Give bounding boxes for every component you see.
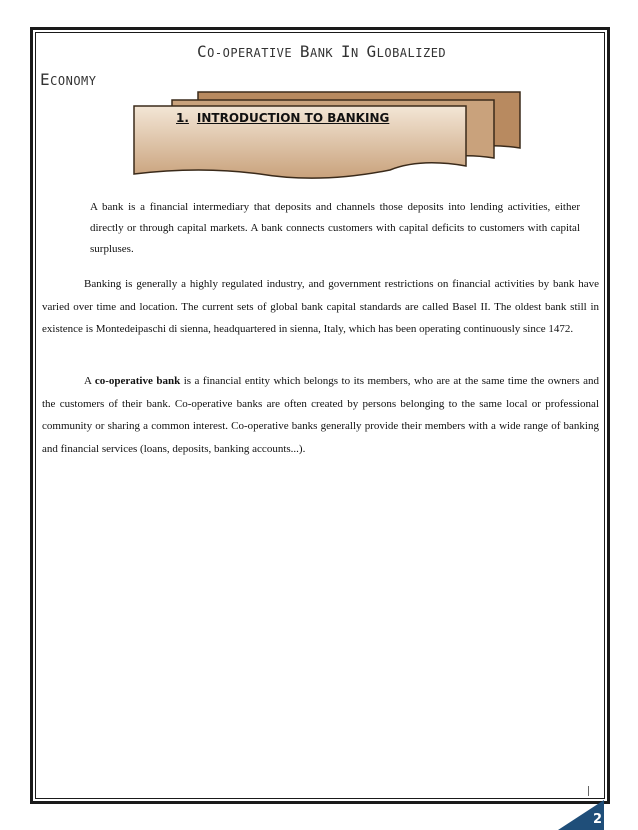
term-cooperative-bank: co-operative bank bbox=[94, 375, 181, 387]
document-title-line1: CO-OPERATIVE BANK IN GLOBALIZED bbox=[197, 42, 447, 61]
section-title: INTRODUCTION TO BANKING bbox=[196, 111, 390, 125]
definition-text: A bank is a financial intermediary that deposits and channels those deposits into lending activities, either directly or through capital markets. A bank connects customers with capital deficits to customers with capital surpluses. bbox=[90, 201, 580, 255]
document-title-line2: ECONOMY bbox=[40, 70, 97, 89]
section-number: 1. bbox=[176, 111, 189, 125]
page-number: 2 bbox=[593, 812, 603, 827]
section-banner bbox=[120, 86, 530, 186]
paragraph-banking: Banking is generally a highly regulated industry, and government restrictions on financial activities by bank have varied over time and location. The current sets of global bank capital standards are called Basel II. The oldest bank still in existence is Montedeipaschi di sienna, headquartered in sienna, Italy, which has been operating continuously since 1472. bbox=[42, 278, 599, 335]
section-heading bbox=[176, 111, 389, 125]
corner-mark bbox=[588, 786, 589, 796]
paragraph-cooperative: A co-operative bank is a financial entity which belongs to its members, who are at the same time the owners and the customers of their bank. Co-operative banks are often created by persons belonging to the same local or professional community or sharing a common interest. Co-operative banks generally provide their members with a wide range of banking and financial services (loans, deposits, banking accounts...). bbox=[42, 375, 599, 455]
